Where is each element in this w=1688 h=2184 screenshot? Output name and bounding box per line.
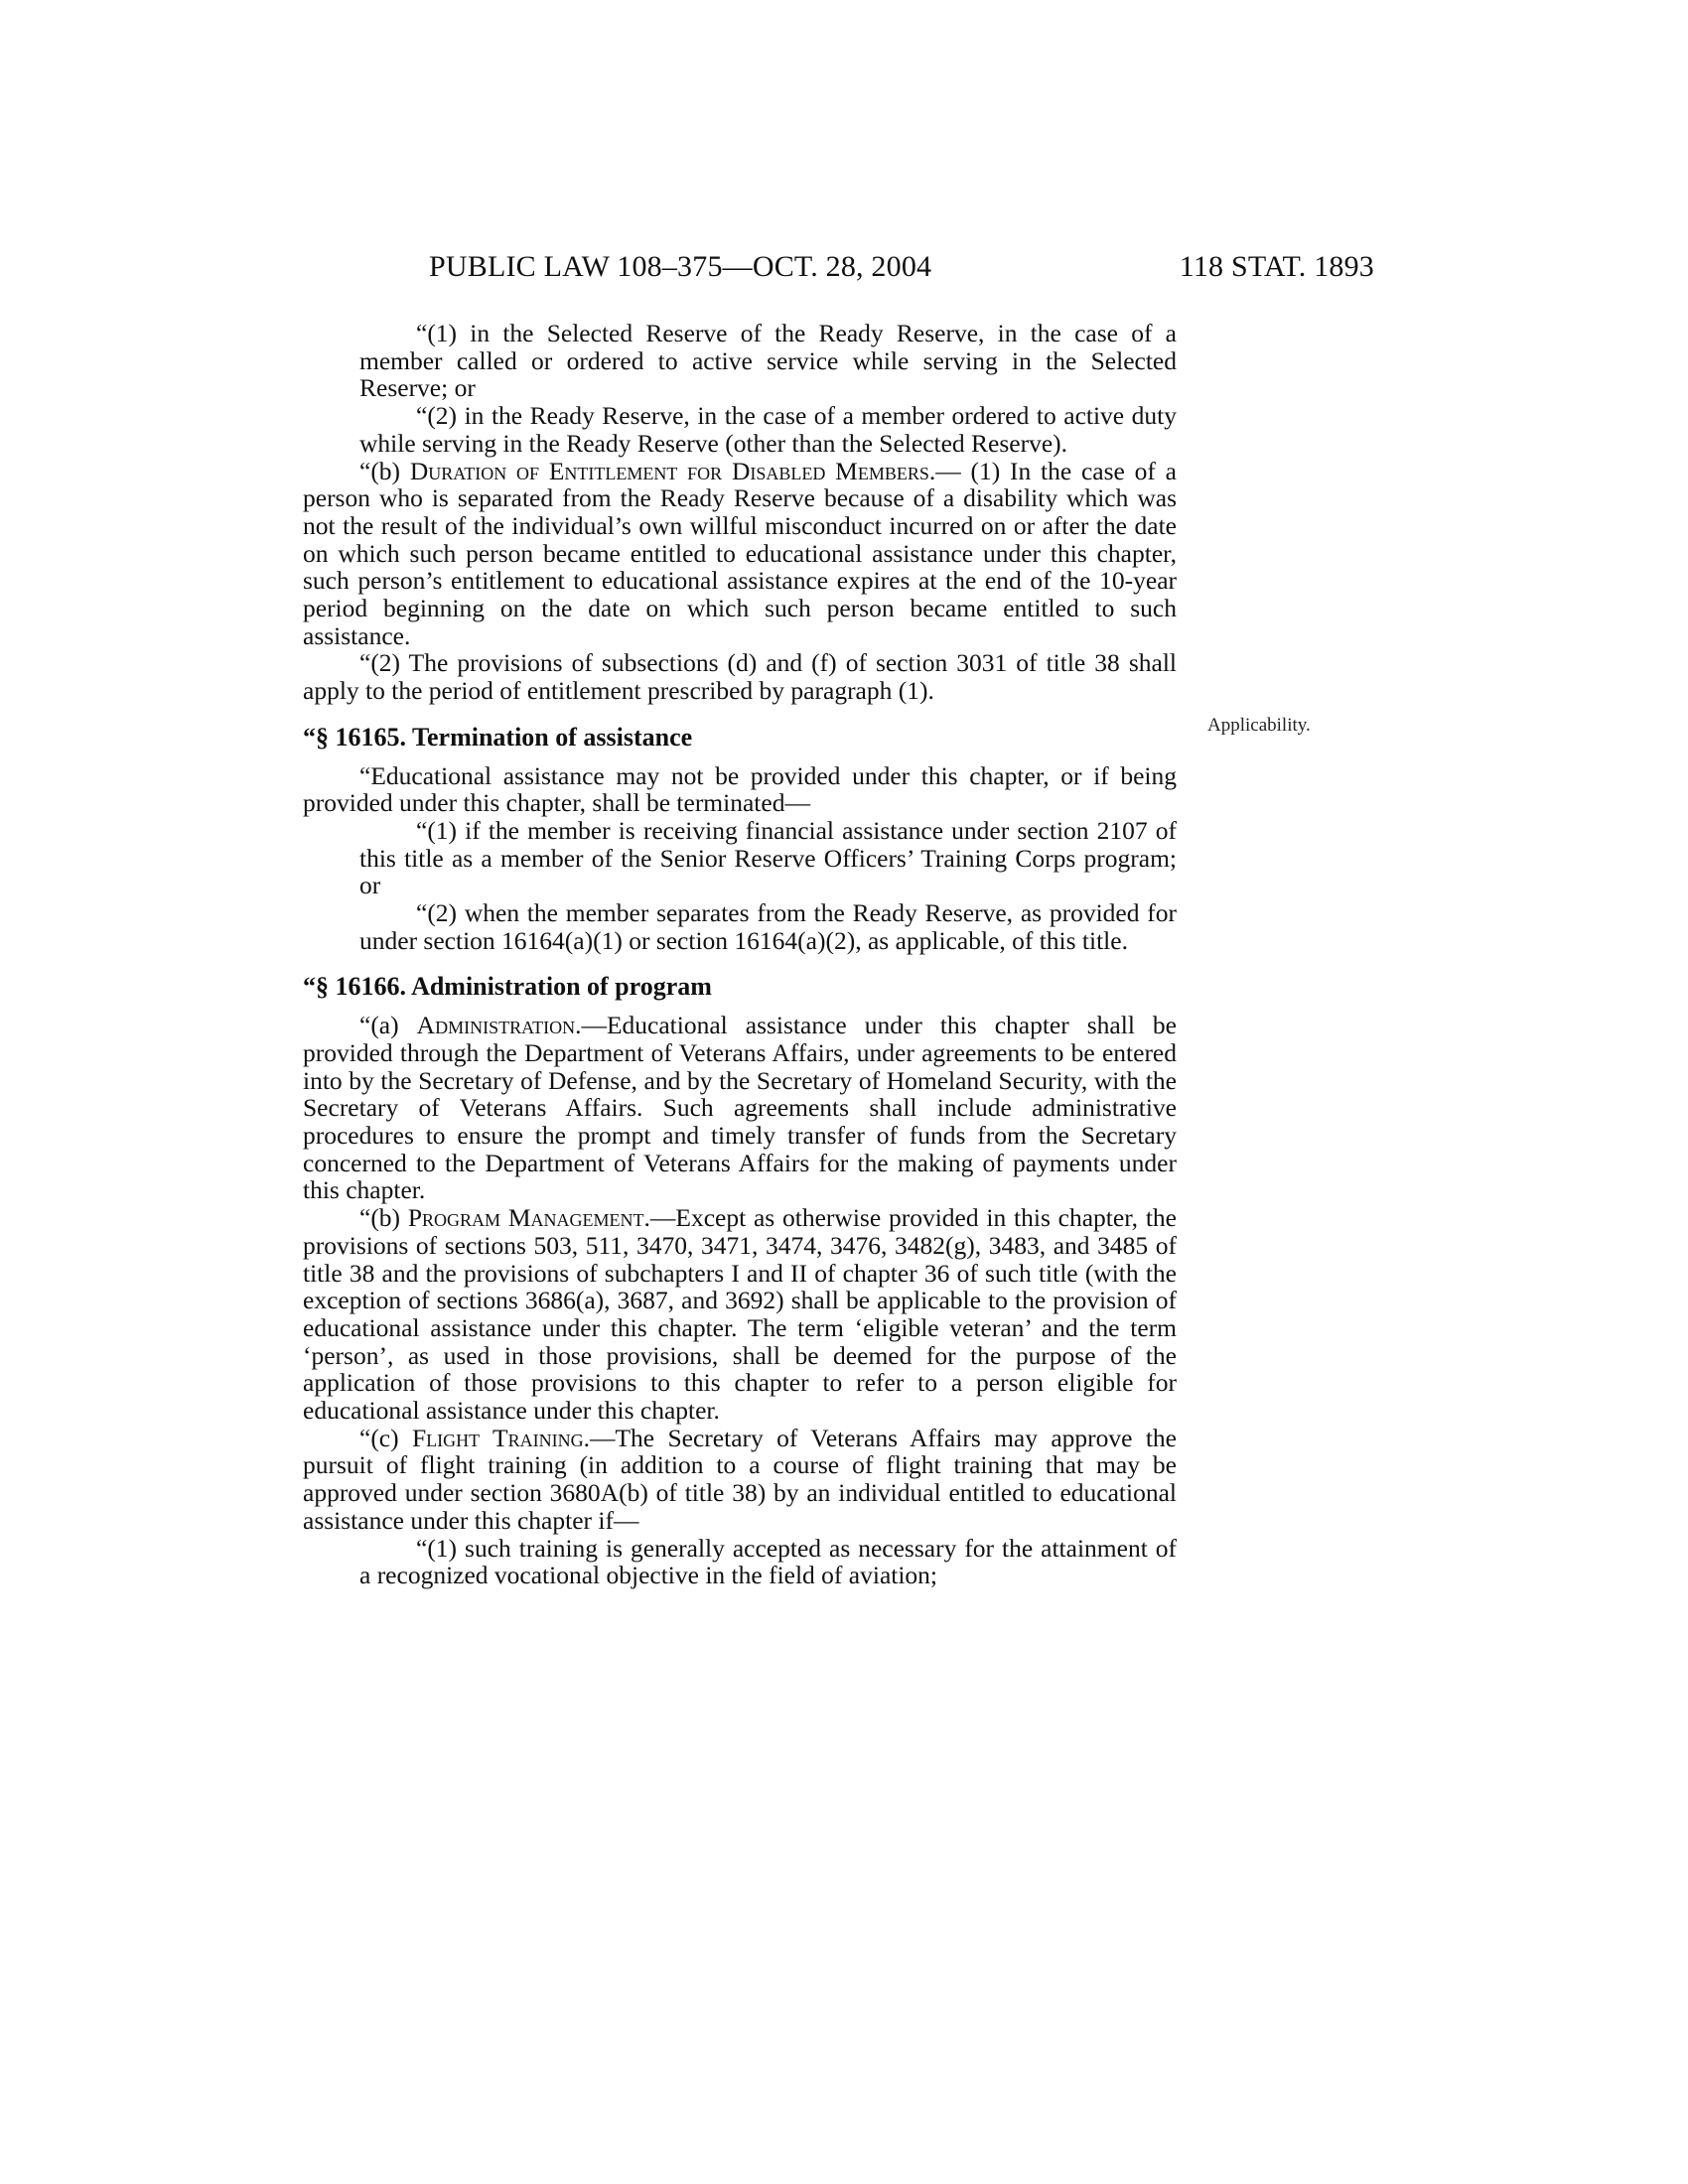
subsection-lead: “(a)	[359, 1011, 417, 1040]
paragraph: “Educational assistance may not be provided under this chapter, or if being provided under this chapter, shall be terminated—	[303, 760, 1177, 818]
subsection-heading: Program Management.	[407, 1203, 650, 1233]
subsection-text: — (1) In the case of a person who is separated from the Ready Reserve because of a disability which was not the result of the individual’s own willful misconduct incurred on or after the date on which such person became entitled to educational assistance under this chapter, such person’s entitlement to educational assistance expires at the end of the 10-year period beginning on the date on which such person became entitled to such assistance.	[303, 456, 1177, 650]
document-body	[303, 320, 1177, 1589]
subsection	[303, 1012, 1177, 1204]
paragraph: “(2) when the member separates from the Ready Reserve, as provided for under section 16164(a)(1) or section 16164(a)(2), as applicable, of this title.	[359, 898, 1177, 955]
subsection-lead: “(b)	[359, 1203, 408, 1233]
subsection-text: —Educational assistance under this chapter shall be provided through the Department of Veterans Affairs, under agreements to be entered into by the Secretary of Defense, and by the Secretary of Homeland Security, with the Secretary of Veterans Affairs. Such agreements shall include administrative procedures to ensure the prompt and timely transfer of funds from the Secretary concerned to the Department of Veterans Affairs for the making of payments under this chapter.	[303, 1011, 1177, 1205]
page-header	[429, 250, 1374, 290]
margin-note: Applicability.	[1207, 715, 1311, 736]
statute-page-number: 118 STAT. 1893	[1179, 250, 1374, 283]
paragraph: “(1) if the member is receiving financial assistance under section 2107 of this title as a member of the Senior Reserve Officers’ Training Corps program; or	[359, 815, 1177, 900]
subsection-lead: “(b)	[359, 456, 410, 485]
subsection-heading: Duration of Entitlement for Disabled Members.	[409, 456, 936, 485]
subsection-text: —Except as otherwise provided in this chapter, the provisions of sections 503, 511, 3470, 3471, 3474, 3476, 3482(g), 3483, and 3485 of title 38 and the provisions of subchapters I and II of chapter 36 of such title (with the exception of sections 3686(a), 3687, and 3692) shall be applicable to the provision of educational assistance under this chapter. The term ‘eligible veteran’ and the term ‘person’, as used in those provisions, shall be deemed for the purpose of the application of those provisions to this chapter to refer to a person eligible for educational assistance under this chapter.	[303, 1203, 1177, 1426]
law-title: PUBLIC LAW 108–375—OCT. 28, 2004	[429, 250, 932, 283]
subsection	[303, 1425, 1177, 1535]
subsection-heading: Administration.	[416, 1011, 582, 1040]
paragraph: “(1) in the Selected Reserve of the Ready Reserve, in the case of a member called or ordered to active service while serving in the Selected Reserve; or	[359, 319, 1177, 403]
section-heading: “§ 16166. Administration of program	[303, 972, 712, 1002]
subsection-text: —The Secretary of Veterans Affairs may approve the pursuit of flight training (in addition to a course of flight training that may be approved under section 3680A(b) of title 38) by an individual entitled to educational assistance under this chapter if—	[303, 1423, 1177, 1535]
subsection	[303, 1204, 1177, 1425]
paragraph: “(1) such training is generally accepted as necessary for the attainment of a recognized vocational objective in the field of aviation;	[359, 1533, 1177, 1590]
paragraph: “(2) in the Ready Reserve, in the case of a member ordered to active duty while serving in the Ready Reserve (other than the Selected Reserve).	[359, 401, 1177, 458]
subsection-lead: “(c)	[359, 1423, 412, 1452]
paragraph: “(2) The provisions of subsections (d) and (f) of section 3031 of title 38 shall apply to the period of entitlement prescribed by paragraph (1).	[303, 648, 1177, 706]
section-heading: “§ 16165. Termination of assistance	[303, 722, 693, 751]
subsection-heading: Flight Training.	[411, 1423, 590, 1452]
subsection	[303, 458, 1177, 650]
